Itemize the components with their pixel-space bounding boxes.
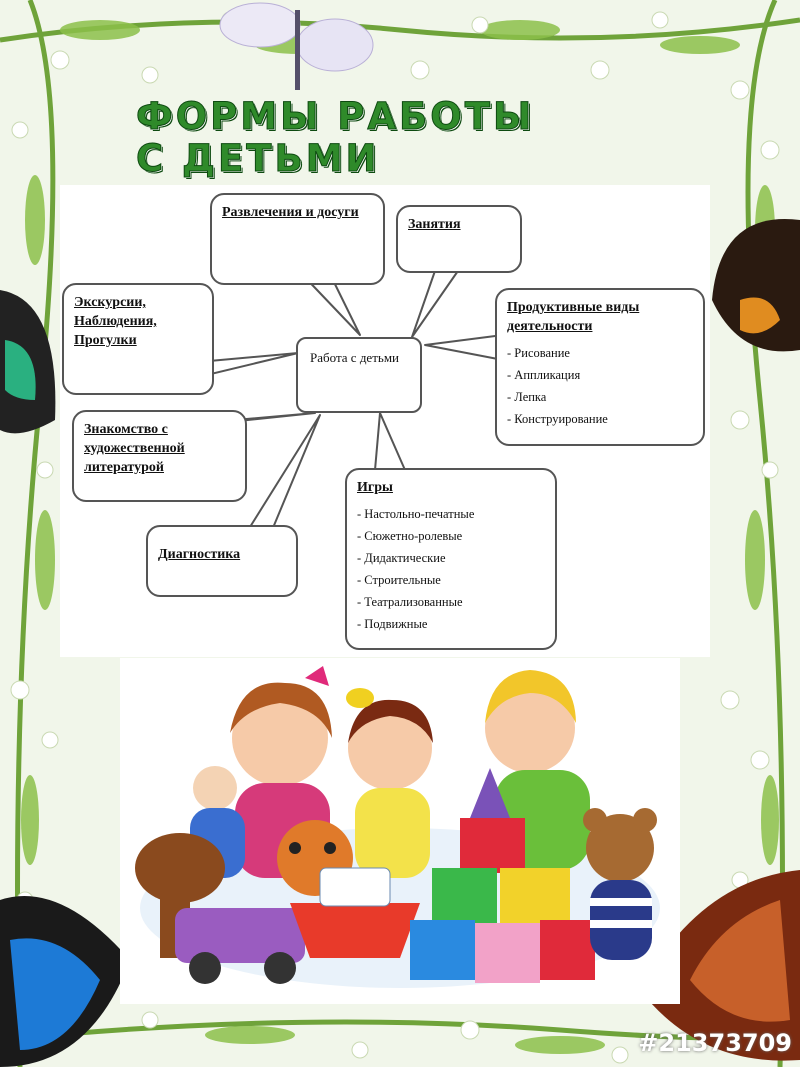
- list-item: - Настольно-печатные: [357, 503, 545, 525]
- node-classes: [396, 205, 522, 273]
- node-literature-label: Знакомство с художественной литературой: [84, 422, 185, 475]
- node-excursions-label: Экскурсии, Наблюдения, Прогулки: [74, 295, 157, 348]
- list-item: - Рисование: [507, 342, 693, 364]
- watermark-text: #21373709: [638, 1029, 792, 1057]
- children-playing-illustration: [120, 658, 680, 1004]
- node-diagnostics-label: Диагностика: [158, 547, 241, 562]
- list-item: - Театрализованные: [357, 591, 545, 613]
- pointer-diagnostics: [245, 415, 320, 535]
- list-item: - Конструирование: [507, 408, 693, 430]
- list-item: - Лепка: [507, 386, 693, 408]
- list-item: - Аппликация: [507, 364, 693, 386]
- pointer-classes: [412, 268, 460, 337]
- node-diagnostics: [146, 525, 298, 597]
- node-games-list: [357, 503, 545, 635]
- node-classes-label: Занятия: [408, 217, 461, 232]
- node-productive-list: [507, 342, 693, 430]
- list-item: - Сюжетно-ролевые: [357, 525, 545, 547]
- center-node: Работа с детьми: [296, 337, 422, 413]
- node-leisure-label: Развлечения и досуги: [222, 205, 359, 220]
- pointer-productive: [425, 335, 503, 360]
- list-item: - Строительные: [357, 569, 545, 591]
- node-excursions: [62, 283, 214, 395]
- list-item: - Подвижные: [357, 613, 545, 635]
- mind-map-diagram: [60, 185, 710, 657]
- node-productive: [495, 288, 705, 446]
- node-literature: [72, 410, 247, 502]
- pointer-games: [375, 413, 405, 470]
- page-title-line-2: С ДЕТЬМИ: [136, 137, 380, 180]
- list-item: - Дидактические: [357, 547, 545, 569]
- page-title-line-1: ФОРМЫ РАБОТЫ: [136, 95, 535, 138]
- node-games-title: Игры: [357, 480, 393, 495]
- node-games: [345, 468, 557, 650]
- node-productive-title: Продуктивные виды деятельности: [507, 300, 640, 334]
- node-leisure: [210, 193, 385, 285]
